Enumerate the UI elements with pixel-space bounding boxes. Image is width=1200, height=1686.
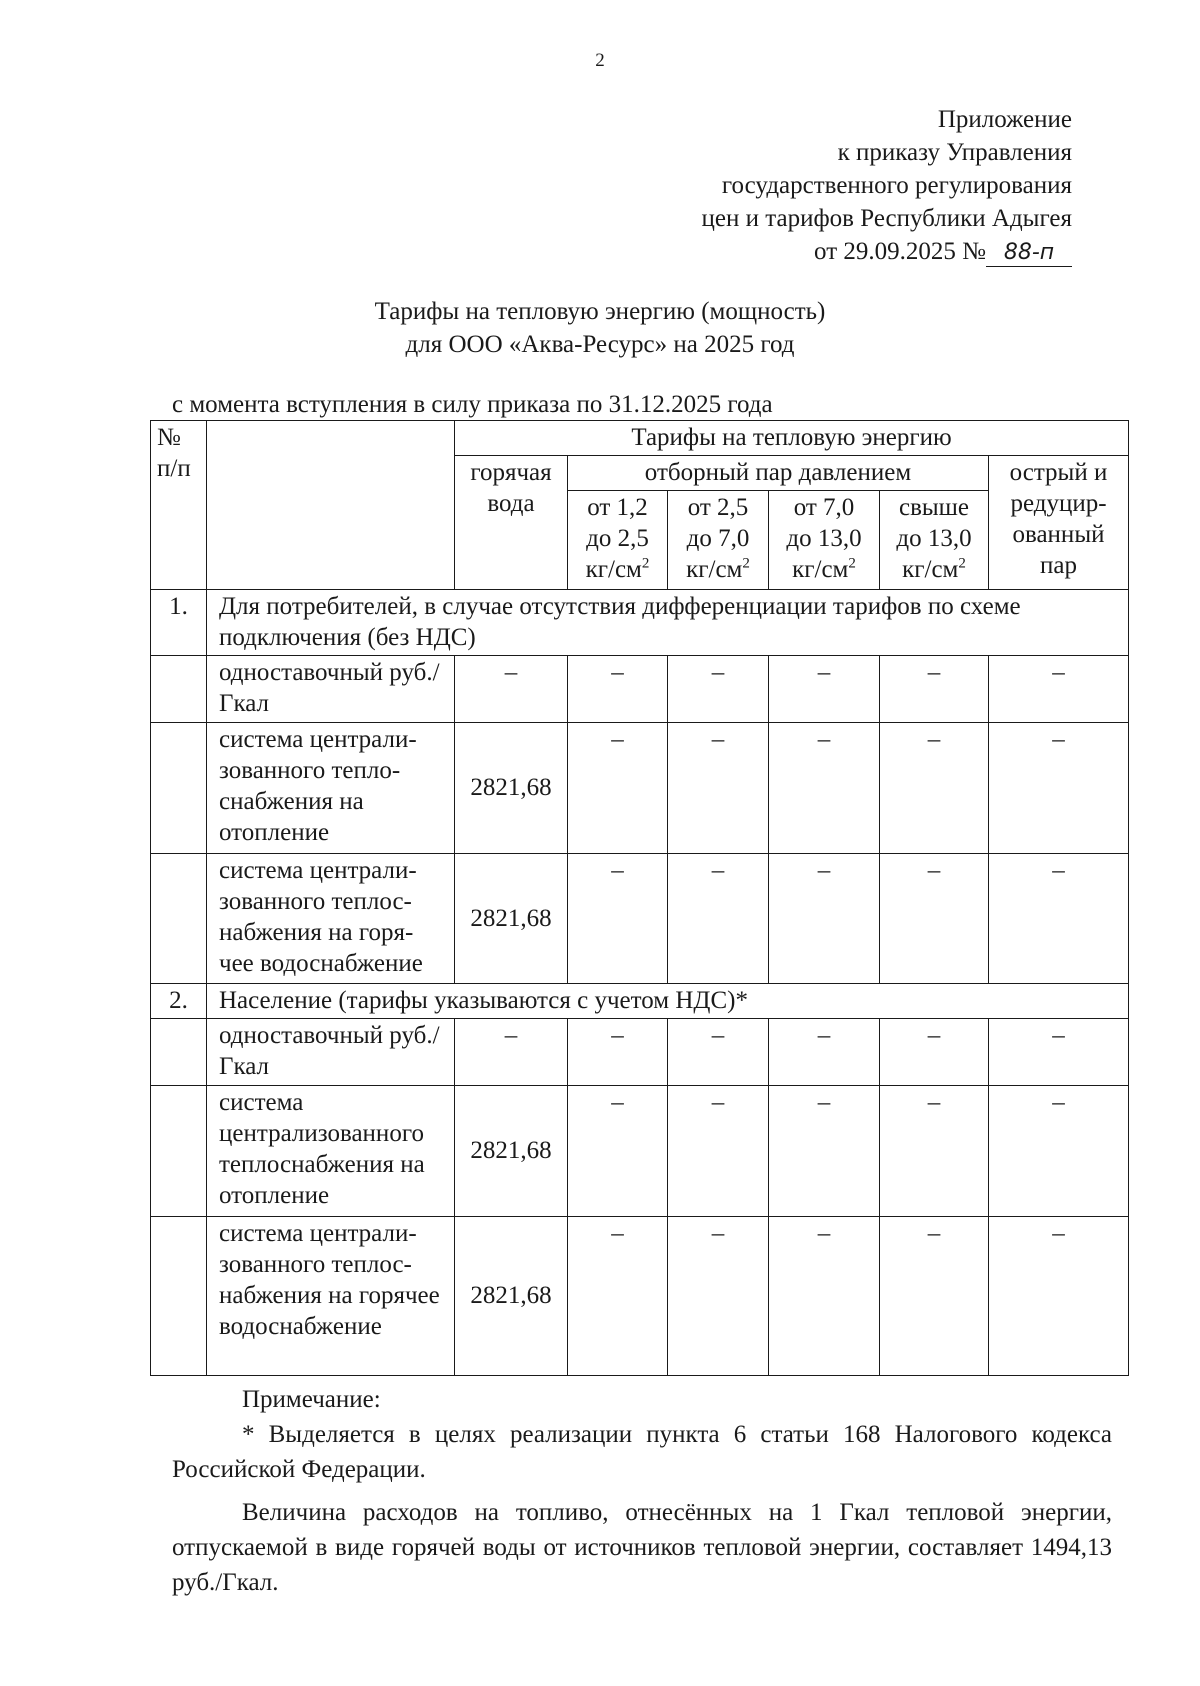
row-name: система централи-зованного тепло-снабжения на отопление [207,723,455,854]
header-row [151,421,1129,456]
row-value: – [880,1216,989,1375]
row-value: – [880,1086,989,1217]
row-name: одноставочный руб./Гкал [207,1019,455,1086]
section-row [151,589,1129,656]
row-value: – [769,656,880,723]
row-hot-water: 2821,68 [455,1216,568,1375]
date-prefix: от 29.09.2025 № [814,238,986,265]
appendix-line: Приложение [937,106,1072,133]
header-pressure-col: от 2,5 до 7,0 $кг/см^2$ [668,490,769,589]
header-num: № п/п [151,421,207,590]
row-value: – [880,853,989,984]
row-value: – [989,853,1129,984]
row-value: – [769,723,880,854]
row-value: – [769,1216,880,1375]
row-value: – [880,656,989,723]
row-name: система централи-зованного теплос-набжения на горячее водоснабжение [207,1216,455,1375]
order-number [986,239,1072,267]
note-label: Примечание: [242,1386,381,1413]
section-row [151,984,1129,1019]
row-value: – [989,723,1129,854]
table-row [151,1216,1129,1375]
section-title: Для потребителей, в случае отсутствия дифференциации тарифов по схеме подключения (без НДС) [207,589,1129,656]
row-num-cell [151,853,207,984]
header-tariffs: Тарифы на тепловую энергию [455,421,1129,456]
table-row [151,1019,1129,1086]
row-value: – [668,853,769,984]
appendix-line: к приказу Управления [837,139,1072,166]
section-number: 2. [151,984,207,1019]
row-value: – [989,1216,1129,1375]
row-value: – [568,656,668,723]
row-hot-water: 2821,68 [455,723,568,854]
title-line: для ООО «Аква-Ресурс» на 2025 год [405,331,795,358]
row-value: – [880,1019,989,1086]
row-hot-water: – [455,656,568,723]
header-name [207,421,455,590]
row-name: система централи-зованного теплос-набжения на горя-чее водоснабжение [207,853,455,984]
row-num-cell [151,723,207,854]
table-row [151,853,1129,984]
header-sharp-steam: острый и редуцир-ованный пар [989,455,1129,589]
section-number: 1. [151,589,207,656]
appendix-block [702,103,1072,268]
row-value: – [568,1216,668,1375]
header-pressure-col: от 7,0 до 13,0 $кг/см^2$ [769,490,880,589]
notes-block [172,1382,1112,1600]
row-num-cell [151,656,207,723]
note-paragraph: * Выделяется в целях реализации пункта 6 статьи 168 Налогового кодекса Российской Федерации. [172,1421,1112,1483]
appendix-date [702,235,1072,268]
row-name: одноставочный руб./Гкал [207,656,455,723]
row-value: – [989,1086,1129,1217]
appendix-line: государственного регулирования [721,172,1072,199]
tariff-table [150,420,1129,1376]
row-num-cell [151,1019,207,1086]
row-value: – [568,723,668,854]
order-number-handwritten: 88-п [1003,240,1055,265]
header-pressure-col: свыше до 13,0 $кг/см^2$ [880,490,989,589]
validity-period: с момента вступления в силу приказа по 31.12.2025 года [172,391,773,418]
row-value: – [989,656,1129,723]
appendix-line: цен и тарифов Республики Адыгея [701,205,1072,232]
row-num-cell [151,1086,207,1217]
row-value: – [989,1019,1129,1086]
header-hot-water: горячая вода [455,455,568,589]
table-row [151,656,1129,723]
row-value: – [668,723,769,854]
table-row [151,1086,1129,1217]
page-number: 2 [595,50,605,71]
row-value: – [769,1019,880,1086]
title-line: Тарифы на тепловую энергию (мощность) [374,298,826,325]
row-value: – [668,656,769,723]
row-value: – [568,1086,668,1217]
row-value: – [668,1019,769,1086]
row-value: – [668,1216,769,1375]
header-steam: отборный пар давлением [568,455,989,490]
row-value: – [769,853,880,984]
header-pressure-col: от 1,2 до 2,5 $кг/см^2$ [568,490,668,589]
row-value: – [568,1019,668,1086]
table-row [151,723,1129,854]
section-title: Население (тарифы указываются с учетом НДС)* [207,984,1129,1019]
row-hot-water: – [455,1019,568,1086]
row-num-cell [151,1216,207,1375]
row-hot-water: 2821,68 [455,1086,568,1217]
row-value: – [668,1086,769,1217]
row-value: – [880,723,989,854]
row-value: – [568,853,668,984]
row-value: – [769,1086,880,1217]
row-name: система централизованного теплоснабжения на отопление [207,1086,455,1217]
note-paragraph: Величина расходов на топливо, отнесённых на 1 Гкал тепловой энергии, отпускаемой в виде горячей воды от источников тепловой энергии, составляет 1494,13 руб./Гкал. [172,1499,1112,1596]
row-hot-water: 2821,68 [455,853,568,984]
document-title [0,295,1200,361]
